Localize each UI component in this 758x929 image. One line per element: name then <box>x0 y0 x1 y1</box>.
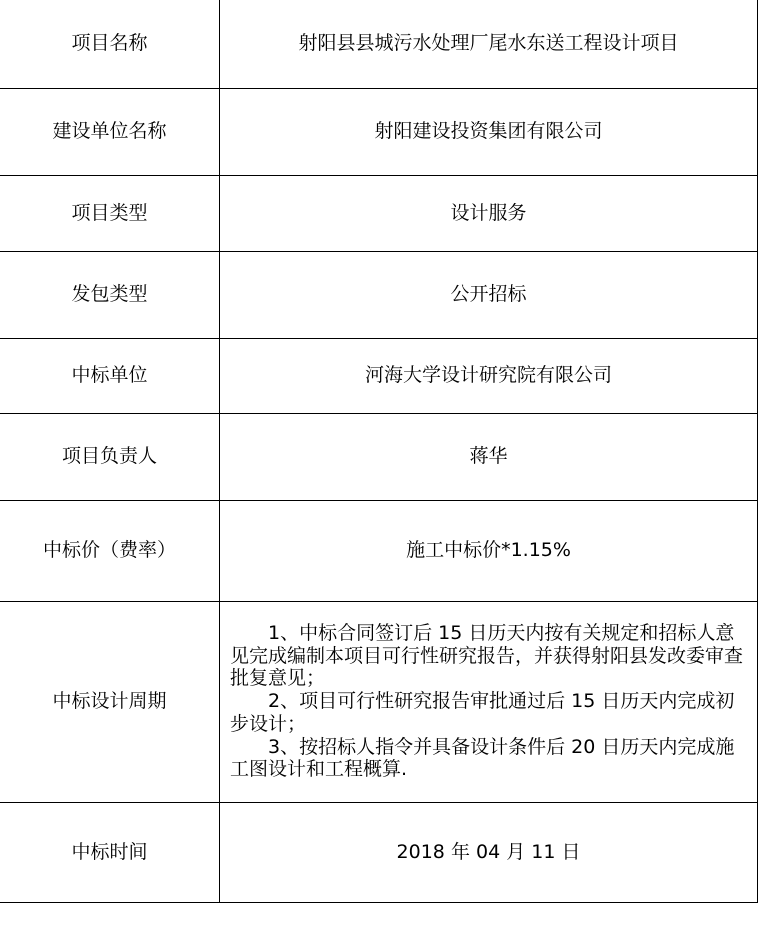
client-name-value: 射阳建设投资集团有限公司 <box>220 88 758 175</box>
contract-type-label: 发包类型 <box>0 251 220 338</box>
table-row-winning-bidder <box>0 338 758 413</box>
project-name-label: 项目名称 <box>0 0 220 88</box>
winning-bidder-label: 中标单位 <box>0 338 220 413</box>
table-row-project-lead <box>0 413 758 500</box>
project-type-label: 项目类型 <box>0 175 220 251</box>
table-row-project-name <box>0 0 758 88</box>
project-lead-label: 项目负责人 <box>0 413 220 500</box>
design-period-label: 中标设计周期 <box>0 601 220 802</box>
winning-bidder-value: 河海大学设计研究院有限公司 <box>220 338 758 413</box>
table-row-design-period <box>0 601 758 802</box>
project-lead-value: 蒋华 <box>220 413 758 500</box>
design-period-line-3: 3、按招标人指令并具备设计条件后 20 日历天内完成施工图设计和工程概算. <box>230 735 735 781</box>
bid-price-label: 中标价（费率） <box>0 500 220 601</box>
client-name-label: 建设单位名称 <box>0 88 220 175</box>
project-type-value: 设计服务 <box>220 175 758 251</box>
design-period-line-1: 1、中标合同签订后 15 日历天内按有关规定和招标人意见完成编制本项目可行性研究报告，并获得射阳县发改委审查批复意见； <box>230 621 744 690</box>
design-period-line-2: 2、项目可行性研究报告审批通过后 15 日历天内完成初步设计； <box>230 690 735 735</box>
table-row-project-type <box>0 175 758 251</box>
table-row-contract-type <box>0 251 758 338</box>
award-date-value: 2018 年 04 月 11 日 <box>220 802 758 902</box>
table-row-award-date <box>0 802 758 902</box>
table-row-client-name <box>0 88 758 175</box>
contract-type-value: 公开招标 <box>220 251 758 338</box>
bid-price-value: 施工中标价*1.15% <box>220 500 758 601</box>
award-date-label: 中标时间 <box>0 802 220 902</box>
design-period-value <box>220 601 758 802</box>
table-row-bid-price <box>0 500 758 601</box>
project-name-value: 射阳县县城污水处理厂尾水东送工程设计项目 <box>220 0 758 88</box>
